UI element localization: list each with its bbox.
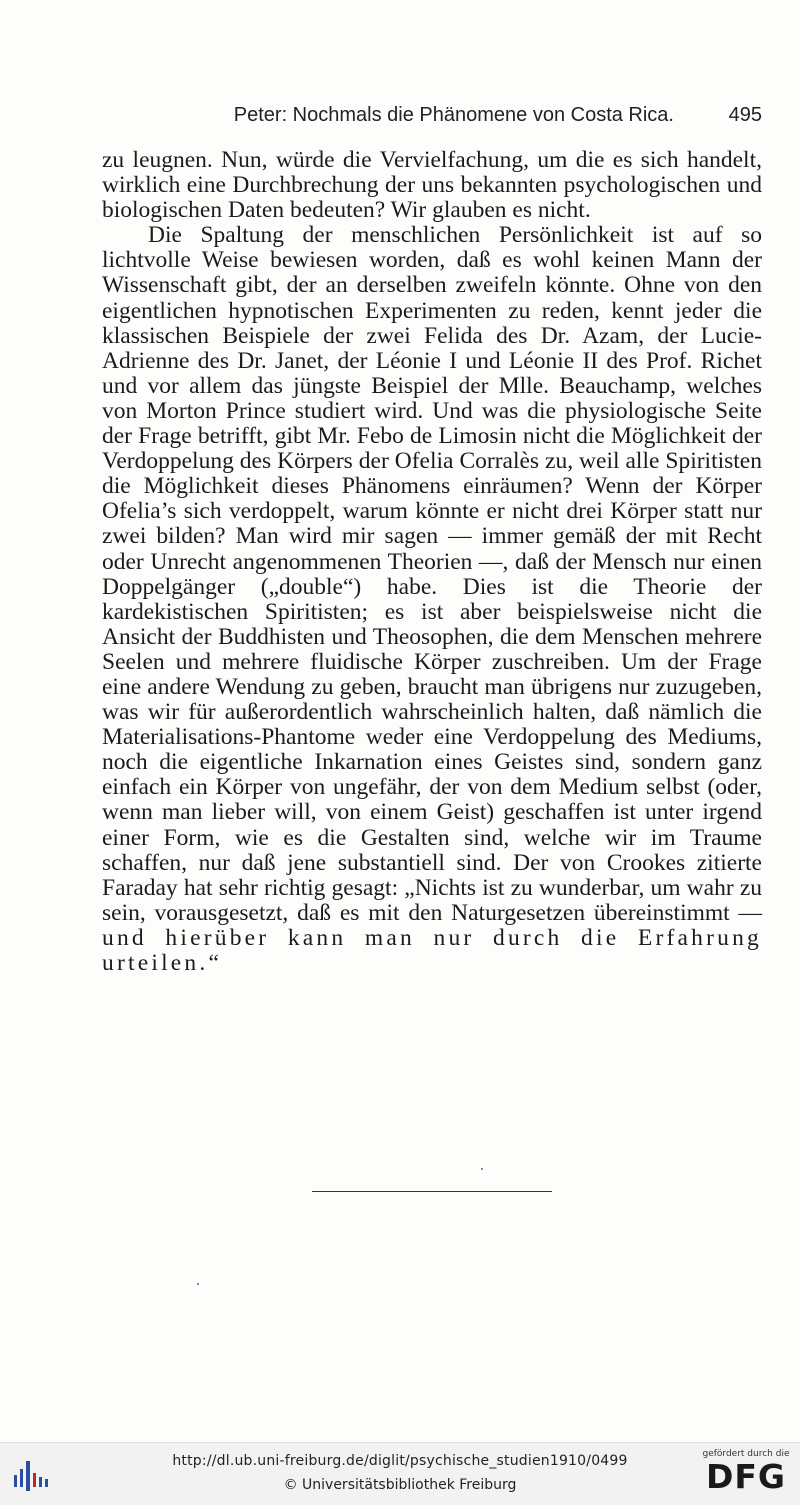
- viewer-footer: [0, 1442, 800, 1505]
- paragraph-2-spaced-text: und hierüber kann man nur durch die Erfahrung urteilen.“: [102, 924, 762, 976]
- scan-speck: [197, 1283, 199, 1285]
- page-number: 495: [728, 104, 762, 126]
- scan-speck: [481, 1168, 483, 1170]
- paragraph-2: [102, 223, 762, 976]
- permalink-url[interactable]: http://dl.ub.uni-freiburg.de/diglit/psychische_studien1910/0499: [172, 1453, 628, 1469]
- paragraph-1: zu leugnen. Nun, würde die Vervielfachung, um die es sich handelt, wirklich eine Durchbrechung der uns bekannten psychologischen und biologischen Daten bedeuten? Wir glauben es nicht.: [102, 147, 762, 224]
- dfg-tagline: gefördert durch die: [702, 1449, 790, 1459]
- paragraph-2-text: Die Spaltung der menschlichen Persönlichkeit ist auf so lichtvolle Weise bewiesen worden, daß es wohl keinen Mann der Wissenschaft gibt, der an derselben zweifeln könnte. Ohne von den eigentlichen hypnotischen Experimenten zu reden, kennt jeder die klassischen Beispiele der zwei Felida des Dr. Azam, der Lucie-Adrienne des Dr. Janet, der Léonie I und Léonie II des Prof. Richet und vor allem das jüngste Beispiel der Mlle. Beauchamp, welches von Morton Prince studiert wird. Und was die physiologische Seite der Frage betrifft, gibt Mr. Febo de Limosin nicht die Möglichkeit der Verdoppelung des Körpers der Ofelia Corralès zu, weil alle Spiritisten die Möglichkeit dieses Phänomens einräumen? Wenn der Körper Ofelia’s sich verdoppelt, warum könnte er nicht drei Körper statt nur zwei bilden? Man wird mir sagen — immer gemäß der mit Recht oder Unrecht angenommenen Theorien —, daß der Mensch nur einen Doppelgänger („double“) habe. Dies ist die Theorie der kardekistischen Spiritisten; es ist aber beispielsweise nicht die Ansicht der Buddhisten und Theosophen, die dem Menschen mehrere Seelen und mehrere fluidische Körper zuschreiben. Um der Frage eine andere Wendung zu geben, braucht man übrigens nur zuzugeben, was wir für außerordentlich wahrscheinlich halten, daß nämlich die Materialisations-Phantome weder eine Verdoppelung des Mediums, noch die eigentliche Inkarnation eines Geistes sind, sondern ganz einfach ein Körper von ungefähr, der von dem Medium selbst (oder, wenn man lieber will, von einem Geist) geschaffen ist unter irgend einer Form, wie es die Gestalten sind, welche wir im Traume schaffen, nur daß jene substantiell sind. Der von Crookes zitierte Faraday hat sehr richtig gesagt: „Nichts ist zu wunderbar, um wahr zu sein, vorausgesetzt, daß es mit den Naturgesetzen übereinstimmt —: [102, 222, 762, 926]
- copyright-notice: © Universitätsbibliothek Freiburg: [283, 1477, 517, 1493]
- section-end-rule: [312, 1191, 552, 1192]
- body-text: [102, 148, 762, 976]
- running-header: [100, 104, 764, 134]
- dfg-logo: [700, 1449, 792, 1501]
- dfg-logo-text: DFG: [705, 1457, 787, 1496]
- running-title: Peter: Nochmals die Phänomene von Costa Rica.: [233, 104, 674, 126]
